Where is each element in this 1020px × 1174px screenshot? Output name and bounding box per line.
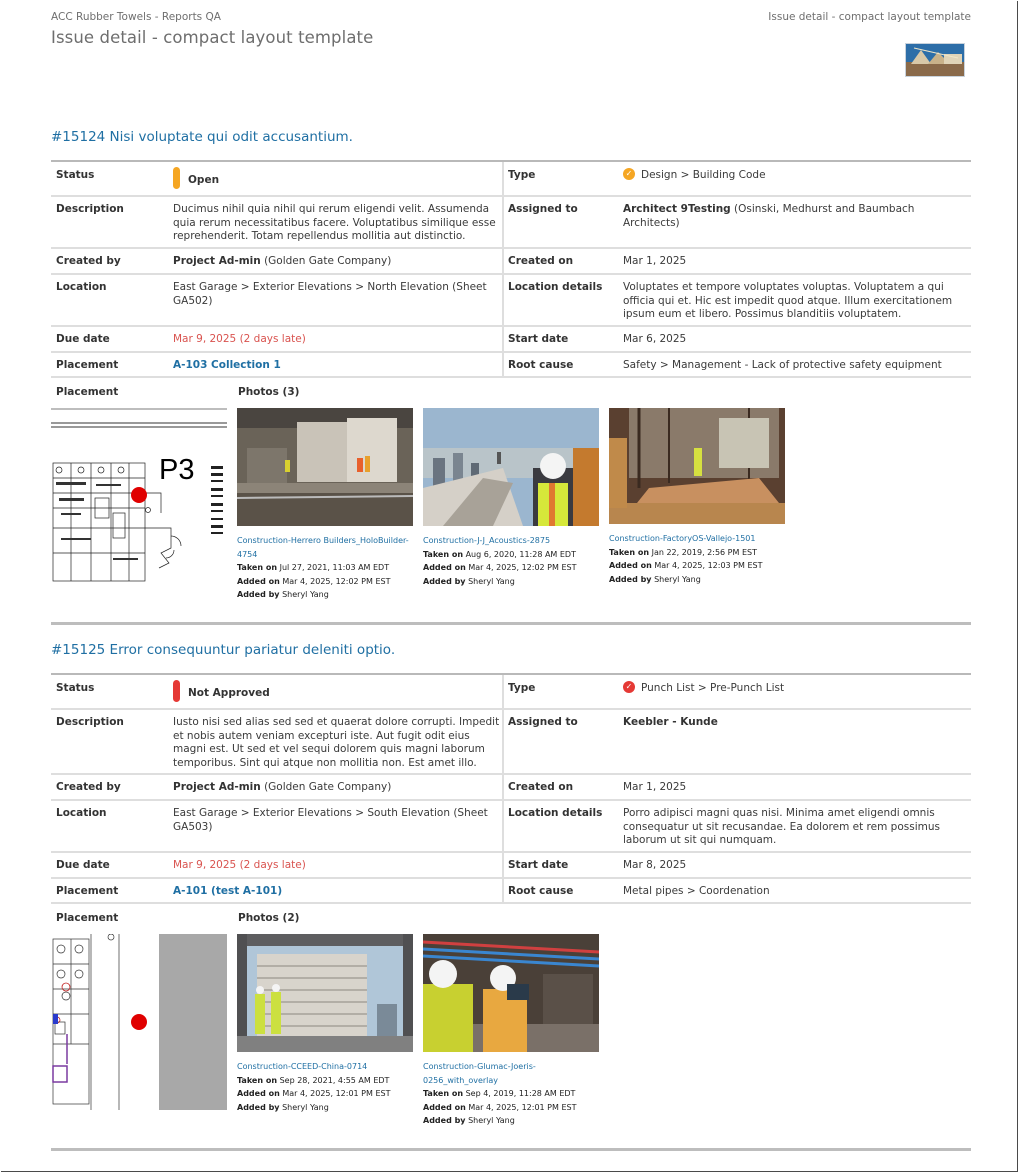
status-value: Open <box>188 174 220 186</box>
issue-row-status <box>51 675 971 710</box>
status-label: Status <box>56 682 95 694</box>
check-circle-icon: ✓ <box>623 681 635 693</box>
placement-pin-icon <box>131 487 147 503</box>
photos-section-label: Photos (3) <box>238 386 300 398</box>
project-logo-image <box>905 43 965 77</box>
issue-separator <box>51 622 971 625</box>
photo-item[interactable]: Construction-Glumac-Joeris-0256_with_overlay Taken on Sep 4, 2019, 11:28 AM EDT Added on Mar 4, 2025, 12:01 PM EST Added by Sheryl Yang <box>423 934 599 1128</box>
placement-pin-icon <box>131 1014 147 1030</box>
status-label: Status <box>56 169 95 181</box>
placement-section-label: Placement <box>56 386 119 398</box>
issue-row-created <box>51 775 971 801</box>
placement-link[interactable]: A-101 (test A-101) <box>173 885 283 897</box>
issue-row-description <box>51 710 971 775</box>
assigned-to-label: Assigned to <box>508 716 578 728</box>
due-date-label: Due date <box>56 333 110 345</box>
photo-added-by: Sheryl Yang <box>282 590 329 599</box>
photo-added-on: Mar 4, 2025, 12:01 PM EST <box>468 1102 577 1112</box>
root-cause-value: Metal pipes > Coordenation <box>623 885 770 897</box>
location-details-label: Location details <box>508 281 603 293</box>
due-date-value: Mar 9, 2025 (2 days late) <box>173 859 306 871</box>
created-on-label: Created on <box>508 781 574 793</box>
photo-added-by: Sheryl Yang <box>282 1102 329 1112</box>
photo-thumbnail <box>423 408 599 526</box>
placement-label: Placement <box>56 885 119 897</box>
photo-added-on: Mar 4, 2025, 12:01 PM EST <box>282 1089 391 1098</box>
root-cause-label: Root cause <box>508 359 574 371</box>
description-value: Iusto nisi sed alias sed sed et quaerat dolore corrupti. Impedit et nobis autem veniam excepturi iste. Aut fugit odit eius magni est. Ut sed et vel sequi dolorem quis magni laborum temporibus. Sint qui atque non mollitia non. Est amet illo. <box>173 716 500 769</box>
status-indicator-icon <box>173 680 180 702</box>
photo-taken-on: Sep 28, 2021, 4:55 AM EDT <box>279 1075 390 1085</box>
assigned-to-name: Keebler - Kunde <box>623 716 718 728</box>
plan-label: P3 <box>159 454 195 486</box>
created-on-label: Created on <box>508 255 574 267</box>
template-name: Issue detail - compact layout template <box>768 11 971 23</box>
assigned-to-label: Assigned to <box>508 203 578 215</box>
photo-name-link[interactable]: Construction-FactoryOS-Vallejo-1501 <box>609 534 756 543</box>
due-date-label: Due date <box>56 859 110 871</box>
type-value: Punch List > Pre-Punch List <box>641 682 785 694</box>
photo-taken-on: Jan 22, 2019, 2:56 PM EST <box>651 547 757 557</box>
photo-name-link[interactable]: Construction-Herrero Builders_HoloBuilder-4754 <box>237 536 409 559</box>
issue-row-location <box>51 801 971 853</box>
photo-list <box>237 408 795 602</box>
photo-thumbnail <box>237 934 413 1052</box>
placement-plan-thumbnail[interactable] <box>51 934 227 1110</box>
photo-added-by: Sheryl Yang <box>468 1116 515 1125</box>
photo-added-by: Sheryl Yang <box>468 576 515 586</box>
photo-item[interactable]: Construction-CCEED-China-0714 Taken on Sep 28, 2021, 4:55 AM EDT Added on Mar 4, 2025, 12:01 PM EST Added by Sheryl Yang <box>237 934 413 1128</box>
assigned-to-company: (Osinski, Medhurst and Baumbach Architects) <box>623 203 915 229</box>
type-label: Type <box>508 169 536 181</box>
status-value: Not Approved <box>188 687 270 699</box>
location-details-label: Location details <box>508 807 603 819</box>
photo-taken-on: Sep 4, 2019, 11:28 AM EDT <box>465 1089 576 1098</box>
photo-taken-on: Jul 27, 2021, 11:03 AM EDT <box>279 563 390 572</box>
start-date-label: Start date <box>508 859 569 871</box>
issue-title[interactable]: #15124 Nisi voluptate qui odit accusantium. <box>51 129 353 145</box>
issue-card <box>51 129 971 618</box>
placement-plan-thumbnail[interactable] <box>51 418 227 586</box>
description-value: Ducimus nihil quia nihil qui rerum eligendi velit. Assumenda quia rerum necessitatibus facere. Voluptatibus similique esse reprehenderit. Totam repellendus mollitia aut distinctio. <box>173 203 496 242</box>
photo-thumbnail <box>609 408 785 524</box>
created-by-label: Created by <box>56 781 121 793</box>
photo-thumbnail <box>423 934 599 1052</box>
photo-list <box>237 934 609 1128</box>
issue-row-status <box>51 162 971 197</box>
created-on-value: Mar 1, 2025 <box>623 781 687 793</box>
start-date-label: Start date <box>508 333 569 345</box>
root-cause-value: Safety > Management - Lack of protective safety equipment <box>623 359 942 371</box>
placement-section-label: Placement <box>56 912 119 924</box>
created-on-value: Mar 1, 2025 <box>623 255 687 267</box>
description-label: Description <box>56 716 124 728</box>
location-details-value: Voluptates et tempore voluptates voluptas. Voluptatem a qui officia qui et. Hic est impedit quod atque. Illum exercitationem ipsum eum et libero. Possimus blanditiis voluptatem. <box>623 281 953 320</box>
placement-label: Placement <box>56 359 119 371</box>
photo-item[interactable]: Construction-Herrero Builders_HoloBuilder-4754 Taken on Jul 27, 2021, 11:03 AM EDT Added on Mar 4, 2025, 12:02 PM EST Added by Sheryl Yang <box>237 408 413 602</box>
photo-added-by: Sheryl Yang <box>654 574 701 584</box>
assigned-to-name: Architect 9Testing <box>623 203 731 215</box>
issue-title[interactable]: #15125 Error consequuntur pariatur deleniti optio. <box>51 642 396 658</box>
location-value: East Garage > Exterior Elevations > North Elevation (Sheet GA502) <box>173 281 487 307</box>
root-cause-label: Root cause <box>508 885 574 897</box>
issue-row-dates <box>51 853 971 879</box>
issue-row-dates <box>51 327 971 353</box>
photo-item[interactable]: Construction-FactoryOS-Vallejo-1501 Taken on Jan 22, 2019, 2:56 PM EST Added on Mar 4, 2025, 12:03 PM EST Added by Sheryl Yang <box>609 408 785 602</box>
description-label: Description <box>56 203 124 215</box>
location-value: East Garage > Exterior Elevations > South Elevation (Sheet GA503) <box>173 807 488 833</box>
photo-added-on: Mar 4, 2025, 12:02 PM EST <box>282 576 391 586</box>
start-date-value: Mar 8, 2025 <box>623 859 687 871</box>
photo-name-link[interactable]: Construction-Glumac-Joeris-0256_with_overlay <box>423 1062 536 1085</box>
location-label: Location <box>56 281 107 293</box>
warning-circle-icon: ✓ <box>623 168 635 180</box>
issue-media <box>51 378 971 618</box>
photo-name-link[interactable]: Construction-J-J_Acoustics-2875 <box>423 536 551 545</box>
created-by-name: Project Ad-min <box>173 255 261 267</box>
report-header <box>51 11 373 47</box>
created-by-label: Created by <box>56 255 121 267</box>
location-details-value: Porro adipisci magni quas nisi. Minima amet eligendi omnis consequatur ut sit recusandae. Ea dolorem et rem possimus laborum ut sit qui numquam. <box>623 807 940 846</box>
issue-row-placement <box>51 353 971 378</box>
photo-added-on: Mar 4, 2025, 12:03 PM EST <box>654 561 763 570</box>
issue-row-created <box>51 249 971 275</box>
issue-card <box>51 642 971 1144</box>
type-value: Design > Building Code <box>641 169 766 181</box>
due-date-value: Mar 9, 2025 (2 days late) <box>173 333 306 345</box>
photo-added-on: Mar 4, 2025, 12:02 PM EST <box>468 563 577 572</box>
photos-section-label: Photos (2) <box>238 912 300 924</box>
created-by-company: (Golden Gate Company) <box>260 781 392 793</box>
status-indicator-icon <box>173 167 180 189</box>
created-by-name: Project Ad-min <box>173 781 261 793</box>
page-title: Issue detail - compact layout template <box>51 28 374 47</box>
issue-row-placement <box>51 879 971 904</box>
photo-item[interactable]: Construction-J-J_Acoustics-2875 Taken on Aug 6, 2020, 11:28 AM EDT Added on Mar 4, 2025, 12:02 PM EST Added by Sheryl Yang <box>423 408 599 602</box>
placement-link[interactable]: A-103 Collection 1 <box>173 359 281 371</box>
type-label: Type <box>508 682 536 694</box>
photo-thumbnail <box>237 408 413 526</box>
photo-name-link[interactable]: Construction-CCEED-China-0714 <box>237 1062 368 1071</box>
photo-taken-on: Aug 6, 2020, 11:28 AM EDT <box>465 549 576 559</box>
created-by-company: (Golden Gate Company) <box>260 255 392 267</box>
issue-media <box>51 904 971 1144</box>
issue-separator <box>51 1148 971 1151</box>
start-date-value: Mar 6, 2025 <box>623 333 687 345</box>
issue-row-location <box>51 275 971 327</box>
location-label: Location <box>56 807 107 819</box>
project-name: ACC Rubber Towels - Reports QA <box>51 11 221 23</box>
issue-row-description <box>51 197 971 249</box>
